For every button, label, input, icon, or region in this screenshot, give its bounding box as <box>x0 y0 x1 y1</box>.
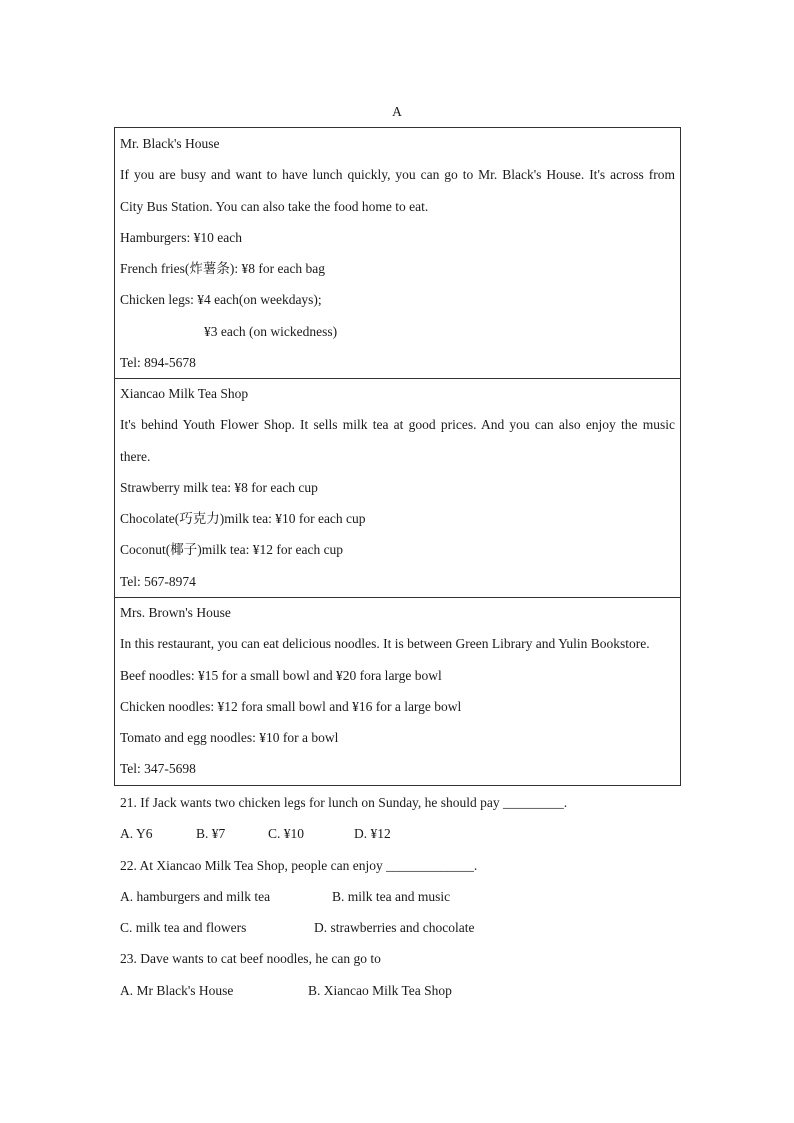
option: C. milk tea and flowers <box>120 920 247 936</box>
option: A. hamburgers and milk tea <box>120 888 271 904</box>
option: A. Y6 <box>120 826 153 842</box>
ad-description: If you are busy and want to have lunch quickly, you can go to Mr. Black's House. It's across from <box>120 167 675 183</box>
ad-box-mrs-brown <box>114 597 681 786</box>
menu-item: Tomato and egg noodles: ¥10 for a bowl <box>120 730 339 746</box>
section-label: A <box>392 104 402 119</box>
menu-item: Chicken noodles: ¥12 fora small bowl and ¥16 for a large bowl <box>120 698 462 714</box>
option: B. milk tea and music <box>332 888 451 904</box>
menu-item: Chocolate(巧克力)milk tea: ¥10 for each cup <box>120 511 366 527</box>
ad-description: In this restaurant, you can eat delicious noodles. It is between Green Library and Yulin Bookstore. <box>120 636 650 652</box>
option: D. ¥12 <box>354 826 391 842</box>
ad-tel: Tel: 567-8974 <box>120 573 196 589</box>
question-stem: 21. If Jack wants two chicken legs for lunch on Sunday, he should pay _________. <box>120 795 568 810</box>
menu-item: French fries(炸薯条): ¥8 for each bag <box>120 261 326 277</box>
ad-box-mr-black <box>114 127 681 379</box>
menu-item: Hamburgers: ¥10 each <box>120 229 242 245</box>
question-stem: 23. Dave wants to cat beef noodles, he can go to <box>120 951 381 967</box>
option: A. Mr Black's House <box>120 982 234 998</box>
questions <box>120 787 690 1006</box>
ad-name: Mr. Black's House <box>120 136 220 151</box>
menu-item: ¥3 each (on wickedness) <box>204 323 338 339</box>
ad-description: City Bus Station. You can also take the food home to eat. <box>120 198 429 214</box>
option: B. ¥7 <box>196 826 226 842</box>
menu-item: Strawberry milk tea: ¥8 for each cup <box>120 479 318 495</box>
option: B. Xiancao Milk Tea Shop <box>308 982 452 998</box>
option: D. strawberries and chocolate <box>314 920 475 936</box>
ad-tel: Tel: 894-5678 <box>120 355 196 371</box>
question-options <box>120 912 690 943</box>
menu-item: Chicken legs: ¥4 each(on weekdays); <box>120 292 322 308</box>
ad-description: It's behind Youth Flower Shop. It sells milk tea at good prices. And you can also enjoy the music <box>120 417 675 433</box>
ad-name: Mrs. Brown's House <box>120 605 231 620</box>
menu-item: Beef noodles: ¥15 for a small bowl and ¥20 fora large bowl <box>120 667 442 683</box>
menu-item: Coconut(椰子)milk tea: ¥12 for each cup <box>120 542 344 558</box>
question-stem: 22. At Xiancao Milk Tea Shop, people can enjoy _____________. <box>120 857 478 873</box>
ad-tel: Tel: 347-5698 <box>120 761 196 777</box>
option: C. ¥10 <box>268 826 305 842</box>
question-options <box>120 975 690 1006</box>
ad-box-xiancao <box>114 378 681 598</box>
question-options <box>120 818 690 849</box>
ad-description: there. <box>120 448 151 464</box>
question-options <box>120 881 690 912</box>
ad-name: Xiancao Milk Tea Shop <box>120 386 249 401</box>
